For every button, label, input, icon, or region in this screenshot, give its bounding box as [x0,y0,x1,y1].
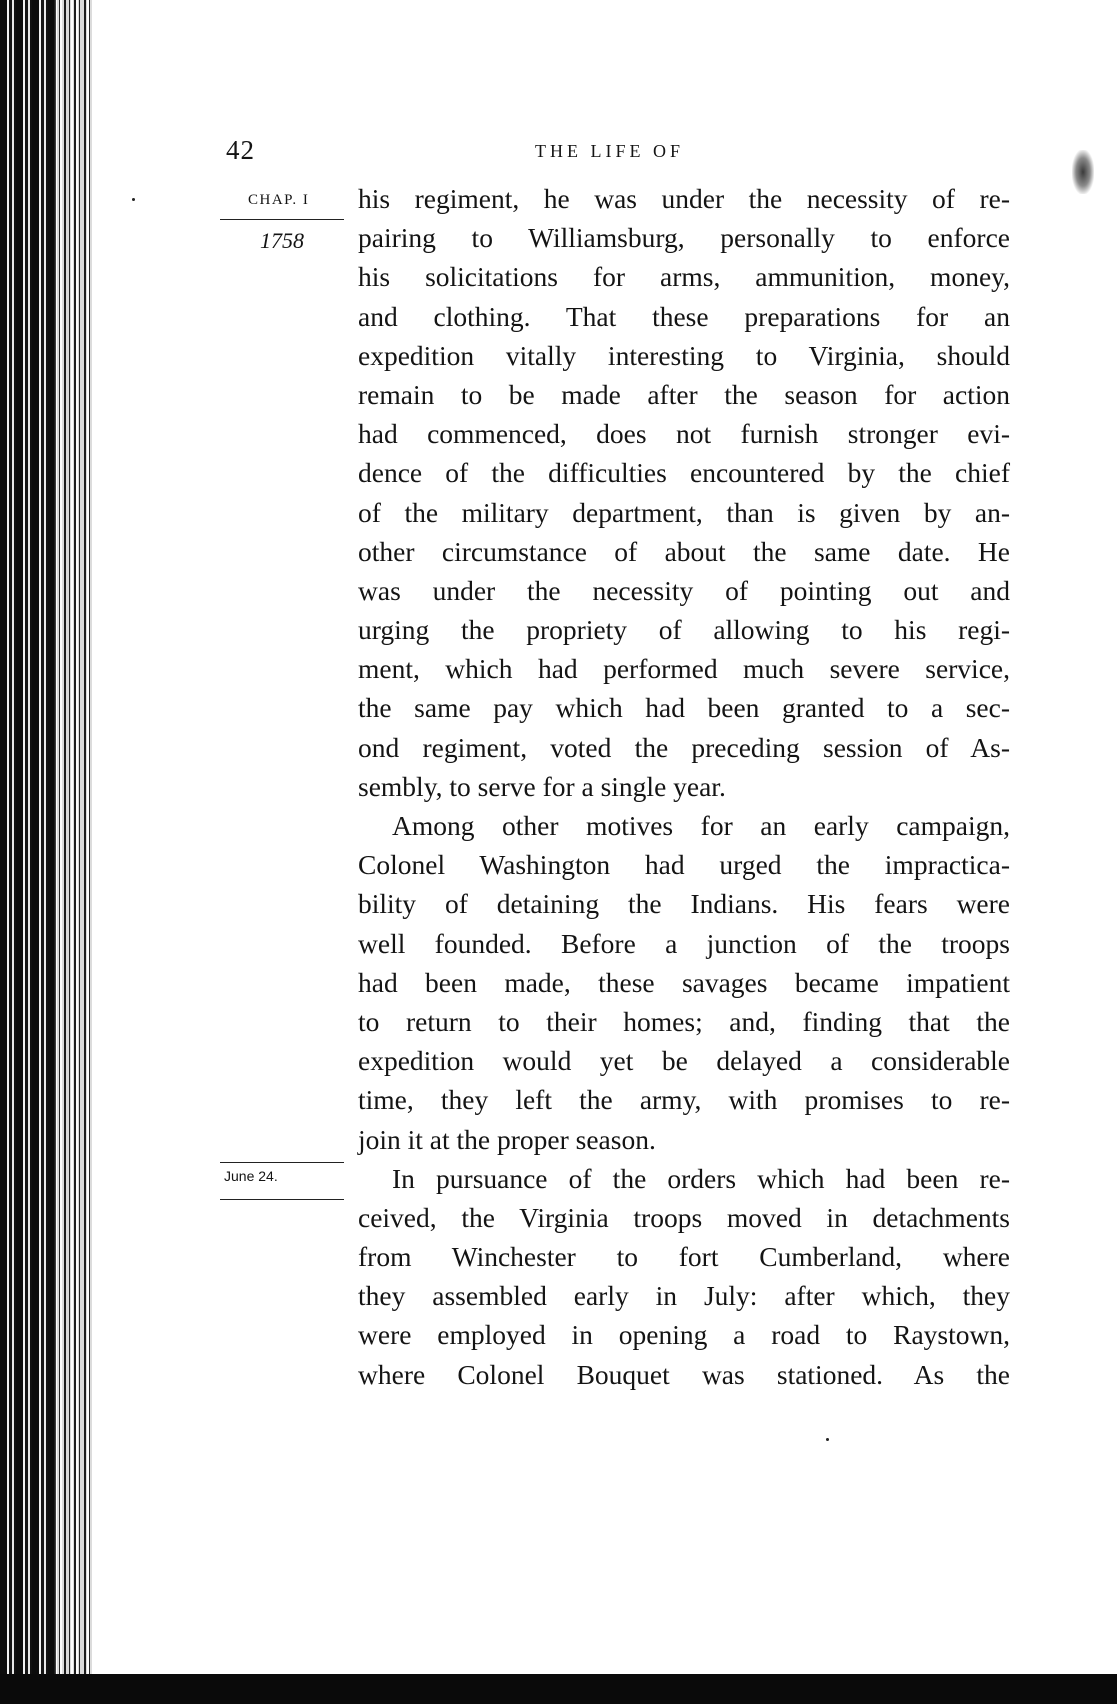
text-line: the same pay which had been granted to a sec- [358,692,1010,724]
text-line: join it at the proper season. [358,1123,656,1155]
margin-rule [220,219,344,220]
ink-speck [826,1438,829,1441]
text-line: his solicitations for arms, ammunition, money, [358,261,1010,293]
text-line: other circumstance of about the same date. He [358,535,1010,567]
text-line: urging the propriety of allowing to his regi- [358,614,1010,646]
paragraph-first-line: Among other motives for an early campaign, [392,810,1010,841]
text-line: his regiment, he was under the necessity of re- [358,183,1010,214]
text-line: of the military department, than is given by an- [358,496,1010,528]
text-line: sembly, to serve for a single year. [358,770,726,802]
text-line: was under the necessity of pointing out and [358,574,1010,606]
margin-year: 1758 [260,228,304,253]
book-binding-edge [0,0,92,1704]
text-line: to return to their homes; and, finding that the [358,1005,1010,1037]
text-line: and clothing. That these preparations for an [358,300,1010,332]
paragraph-first-line: In pursuance of the orders which had been re- [392,1162,1010,1194]
text-line: where Colonel Bouquet was stationed. As the [358,1358,1010,1390]
ink-smudge [1072,150,1094,194]
text-line: had been made, these savages became impatient [358,966,1010,998]
margin-chapter-label: CHAP. I [248,192,310,208]
text-line: dence of the difficulties encountered by the chief [358,457,1010,489]
scan-bottom-edge [0,1674,1117,1704]
running-title: THE LIFE OF [535,141,684,161]
margin-rule [220,1162,344,1163]
text-line: Colonel Washington had urged the impractica- [358,849,1010,881]
margin-rule [220,1199,344,1200]
text-line: expedition would yet be delayed a considerable [358,1045,1010,1077]
text-line: they assembled early in July: after which, they [358,1280,1010,1312]
text-line: remain to be made after the season for action [358,378,1010,410]
text-line: bility of detaining the Indians. His fears were [358,888,1010,920]
text-line: expedition vitally interesting to Virginia, should [358,339,1010,371]
ink-speck [132,198,135,201]
text-line: ond regiment, voted the preceding session of As- [358,731,1010,763]
text-line: were employed in opening a road to Raystown, [358,1319,1010,1351]
text-line: pairing to Williamsburg, personally to enforce [358,222,1010,254]
text-line: from Winchester to fort Cumberland, where [358,1241,1010,1273]
body-text [358,179,1010,1394]
text-line: had commenced, does not furnish stronger evi- [358,418,1010,450]
margin-date-note: June 24. [224,1168,278,1184]
text-line: well founded. Before a junction of the troops [358,927,1010,959]
page-number: 42 [226,135,255,165]
text-line: ceived, the Virginia troops moved in detachments [358,1201,1010,1233]
text-line: ment, which had performed much severe service, [358,653,1010,685]
text-line: time, they left the army, with promises to re- [358,1084,1010,1116]
